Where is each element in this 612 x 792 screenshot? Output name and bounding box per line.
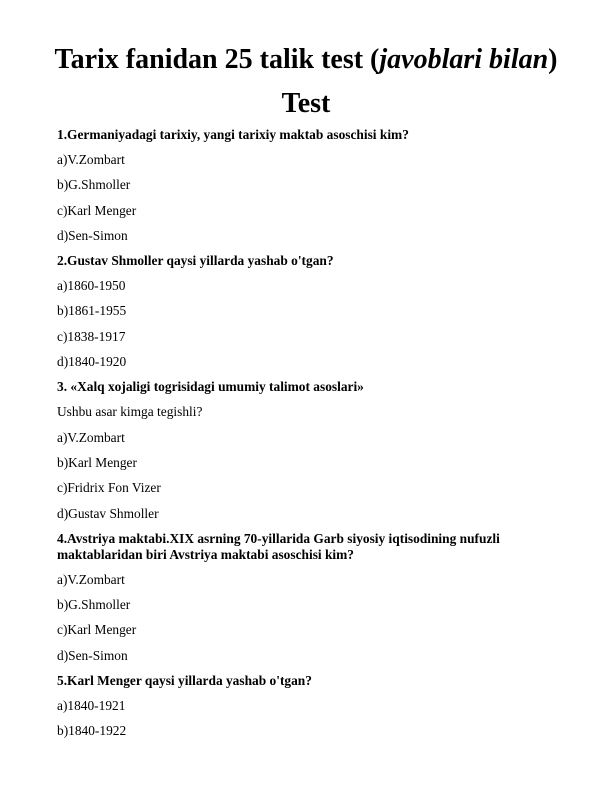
option-b: b)G.Shmoller [57,597,131,613]
document-subtitle: Test [281,88,331,119]
test-content [57,127,557,749]
question-text: 1.Germaniyadagi tarixiy, yangi tarixiy maktab asoschisi kim? [57,127,409,142]
question-text: 3. «Xalq xojaligi togrisidagi umumiy talimot asoslari» [57,379,364,395]
question-1 [57,127,557,244]
option-b: b)1840-1922 [57,723,127,739]
question-text: 5.Karl Menger qaysi yillarda yashab o'tgan? [57,673,312,689]
question-5 [57,673,557,739]
option-d: d)Sen-Simon [57,647,128,663]
option-a: a)1860-1950 [57,278,126,294]
question-text: 2.Gustav Shmoller qaysi yillarda yashab o'tgan? [57,253,334,269]
question-4 [57,531,557,664]
option-a: a)V.Zombart [57,429,125,445]
option-d: d)1840-1920 [57,354,127,370]
option-b: b)1861-1955 [57,303,127,319]
option-a: a)V.Zombart [57,571,125,587]
option-b: b)Karl Menger [57,454,137,470]
title-italic-text: javoblari bilan [379,44,549,75]
question-3 [57,379,557,521]
question-subtext: Ushbu asar kimga tegishli? [57,404,203,420]
title-close-paren: ) [548,44,558,75]
option-d: d)Gustav Shmoller [57,505,159,521]
document-title [0,42,612,78]
option-c: c)Karl Menger [57,202,137,218]
option-c: c)1838-1917 [57,328,126,344]
option-c: c)Karl Menger [57,622,137,638]
question-2 [57,253,557,370]
option-b: b)G.Shmoller [57,177,131,193]
option-a: a)V.Zombart [57,152,125,167]
option-c: c)Fridrix Fon Vizer [57,480,161,496]
option-d: d)Sen-Simon [57,227,128,243]
option-a: a)1840-1921 [57,698,126,714]
title-text: Tarix fanidan 25 talik test ( [54,44,380,75]
question-text: 4.Avstriya maktabi.XIX asrning 70-yillarida Garb siyosiy iqtisodining nufuzli maktablaridan biri Avstriya maktabi asoschisi kim? [57,530,500,562]
